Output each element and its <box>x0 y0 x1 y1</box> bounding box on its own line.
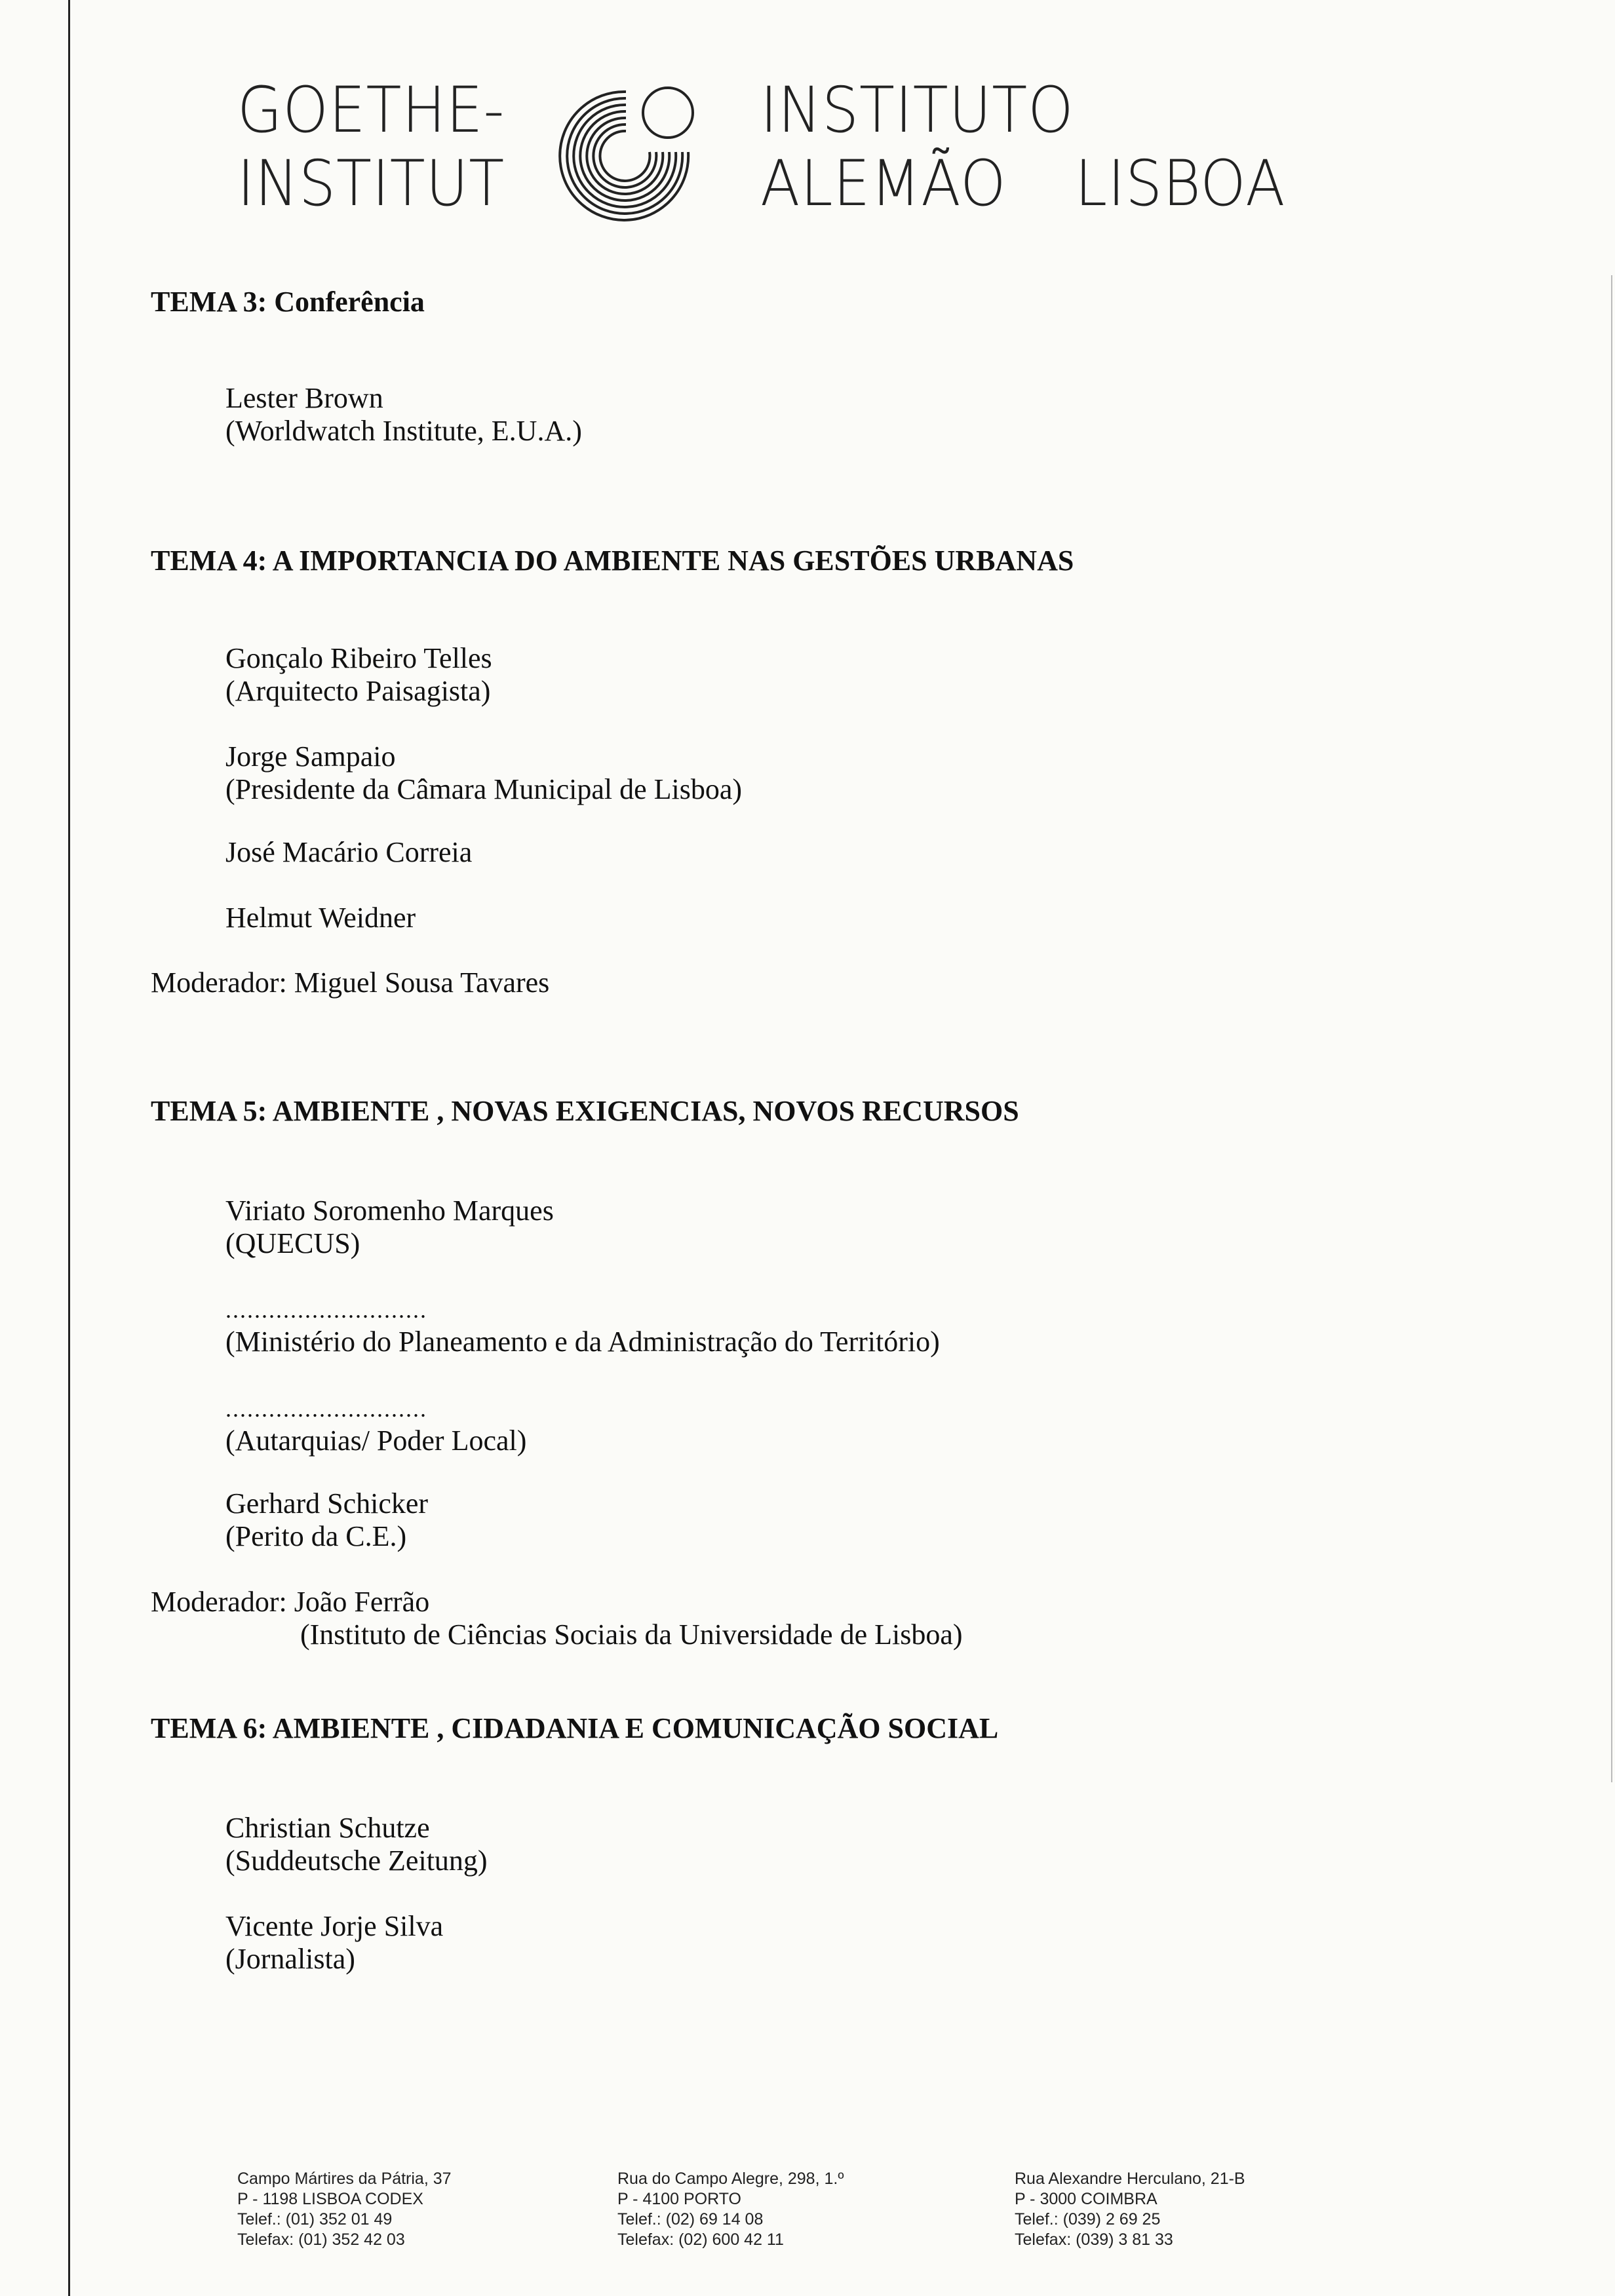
tema5-speaker-2 <box>225 1294 940 1358</box>
moderator-name: Moderador: João Ferrão <box>151 1586 430 1618</box>
logo-line1-left: GOETHE- <box>237 73 505 147</box>
address-fax: Telefax: (039) 3 81 33 <box>1015 2230 1173 2249</box>
tema5-speaker-1 <box>225 1195 554 1260</box>
address-postal: P - 3000 COIMBRA <box>1015 2190 1158 2208</box>
address-street: Campo Mártires da Pátria, 37 <box>237 2170 452 2188</box>
tema3-speaker <box>225 382 582 448</box>
logo-line1-right: INSTITUTO <box>760 73 1074 147</box>
footer-address-lisboa <box>237 2169 452 2250</box>
tema4-speaker-1 <box>225 642 492 708</box>
address-postal: P - 4100 PORTO <box>617 2190 741 2208</box>
tema5-moderator <box>151 1586 963 1651</box>
footer-address-porto <box>617 2169 844 2250</box>
address-phone: Telef.: (039) 2 69 25 <box>1015 2210 1161 2229</box>
address-street: Rua do Campo Alegre, 298, 1.º <box>617 2170 844 2188</box>
logo-city: LISBOA <box>1075 147 1286 220</box>
logo-line2-left: INSTITUT <box>237 147 505 220</box>
tema4-speaker-4 <box>225 902 416 934</box>
address-fax: Telefax: (02) 600 42 11 <box>617 2230 784 2249</box>
tema6-speaker-1 <box>225 1812 488 1877</box>
speaker-name: José Macário Correia <box>225 836 473 868</box>
speaker-role: (Autarquias/ Poder Local) <box>225 1425 527 1457</box>
speaker-role: (Perito da C.E.) <box>225 1520 407 1552</box>
tema6-heading: TEMA 6: AMBIENTE , CIDADANIA E COMUNICAÇÃO SOCIAL <box>151 1712 999 1744</box>
address-street: Rua Alexandre Herculano, 21-B <box>1015 2170 1245 2188</box>
speaker-role: (Suddeutsche Zeitung) <box>225 1845 488 1877</box>
tema3-heading: TEMA 3: Conferência <box>151 286 425 318</box>
speaker-name: Jorge Sampaio <box>225 740 396 773</box>
speaker-name: Vicente Jorje Silva <box>225 1910 444 1942</box>
speaker-role: (Arquitecto Paisagista) <box>225 675 491 707</box>
tema5-speaker-4 <box>225 1487 428 1553</box>
address-phone: Telef.: (02) 69 14 08 <box>617 2210 764 2229</box>
placeholder-dots: ............................ <box>225 1396 427 1422</box>
speaker-affiliation: (Worldwatch Institute, E.U.A.) <box>225 415 582 447</box>
footer-address-coimbra <box>1015 2169 1245 2250</box>
address-fax: Telefax: (01) 352 42 03 <box>237 2230 405 2249</box>
tema4-heading: TEMA 4: A IMPORTANCIA DO AMBIENTE NAS GESTÕES URBANAS <box>151 545 1074 577</box>
speaker-name: Helmut Weidner <box>225 902 416 934</box>
speaker-role: (Jornalista) <box>225 1943 355 1975</box>
tema4-speaker-2 <box>225 740 742 806</box>
speaker-name: Gonçalo Ribeiro Telles <box>225 642 492 674</box>
speaker-name: Gerhard Schicker <box>225 1487 429 1520</box>
tema6-speaker-2 <box>225 1910 443 1976</box>
speaker-name: Viriato Soromenho Marques <box>225 1195 554 1227</box>
moderator-affiliation: (Instituto de Ciências Sociais da Universidade de Lisboa) <box>300 1618 963 1651</box>
tema4-moderator: Moderador: Miguel Sousa Tavares <box>151 966 550 999</box>
address-phone: Telef.: (01) 352 01 49 <box>237 2210 393 2229</box>
address-postal: P - 1198 LISBOA CODEX <box>237 2190 423 2208</box>
speaker-role: (QUECUS) <box>225 1227 360 1259</box>
right-margin-rule <box>1611 275 1612 1782</box>
speaker-name: Christian Schutze <box>225 1812 430 1844</box>
logo-line2-right: ALEMÃO <box>760 147 1007 220</box>
speaker-name: Lester Brown <box>225 382 383 414</box>
speaker-role: (Ministério do Planeamento e da Administração do Território) <box>225 1326 940 1358</box>
speaker-role: (Presidente da Câmara Municipal de Lisboa) <box>225 773 743 805</box>
tema5-speaker-3 <box>225 1393 526 1457</box>
left-margin-rule <box>68 0 70 2296</box>
tema4-speaker-3 <box>225 836 472 869</box>
tema5-heading: TEMA 5: AMBIENTE , NOVAS EXIGENCIAS, NOVOS RECURSOS <box>151 1095 1019 1127</box>
placeholder-dots: ............................ <box>225 1297 427 1323</box>
goethe-logo-icon <box>528 73 698 237</box>
